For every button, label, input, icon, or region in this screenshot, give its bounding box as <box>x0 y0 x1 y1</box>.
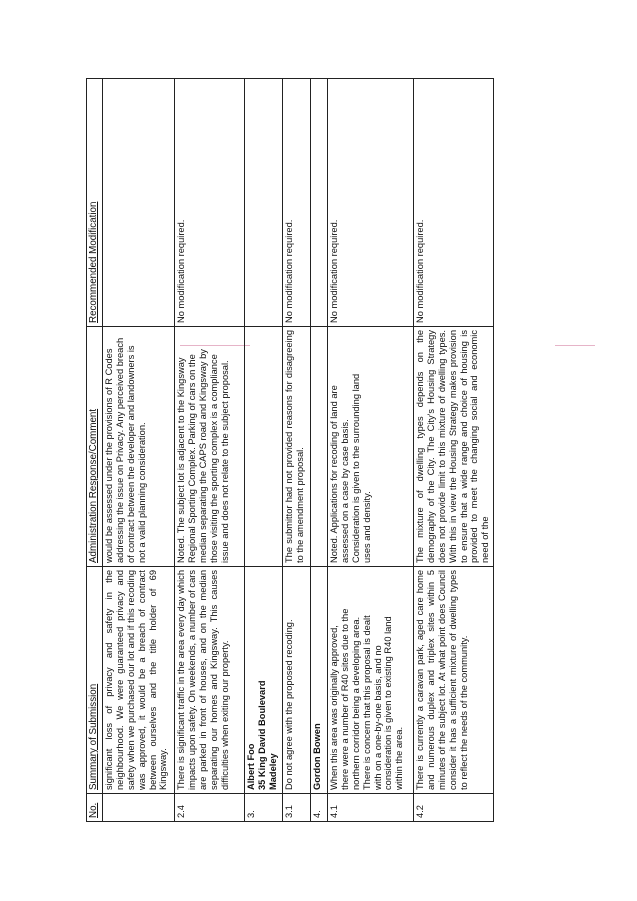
cell-submitter <box>244 567 282 794</box>
cell-modification <box>244 79 282 327</box>
table-row <box>327 79 413 822</box>
cell-response <box>244 327 282 567</box>
cell-modification: No modification required. <box>413 79 493 327</box>
table-row <box>174 79 244 822</box>
header-summary: Summary of Submission <box>87 567 103 794</box>
cell-summary: There is significant traffic in the area every day which impacts upon safety. On weekends, a number of cars are parked in front of houses, and on the median separating our homes and Kingsway. This causes difficulties when exiting our property. <box>174 567 244 794</box>
table-row <box>282 79 310 822</box>
cell-no: 4.2 <box>413 794 493 822</box>
cell-response <box>310 327 327 567</box>
submitter-name: Albert Foo <box>245 743 256 790</box>
cell-response <box>327 327 413 567</box>
table-header-row <box>87 79 103 822</box>
response-line: Consideration is given to the surrounding land <box>350 373 361 563</box>
summary-line: with on a one-by-one basis, and no <box>372 645 383 790</box>
cell-response: The submittor had not provided reasons for disagreeing to the amendment proposal. <box>282 327 310 567</box>
cell-no: 4.1 <box>327 794 413 822</box>
cell-summary <box>327 567 413 794</box>
summary-line: There is concern that this proposal is dealt <box>361 615 372 790</box>
cell-no: 3.1 <box>282 794 310 822</box>
cell-modification: No modification required. <box>327 79 413 327</box>
submitter-suburb: Madeley <box>267 753 278 790</box>
header-no: No. <box>87 794 103 822</box>
cell-submitter <box>310 567 327 794</box>
response-line: Noted. Applications for recoding of land are <box>328 385 339 563</box>
cell-response: would be assessed under the provisions of R Codes addressing the issue on Privacy. Any perceived breach of contract between the developer and landowners is not a valid planning consideration. <box>102 327 174 567</box>
cell-response: Noted. The subject lot is adjacent to the Kingsway Regional Sporting Complex. Parking of cars on the median separating the CAPS road and Kingsway by those visiting the sporting complex is a compliance issue and does not relate to the subject proposal. <box>174 327 244 567</box>
cell-response: The mixture of dwelling types depends on the demography of the City. The City's Housing Strategy does not provide limit to this mixture of dwelling types. With this in view the Housing Strategy makes provision to ensure that a wide range and choice of housing is provided to meet the changing social and economic need of the <box>413 327 493 567</box>
summary-line: consideration is given to existing R40 land <box>383 616 394 790</box>
cell-summary: Do not agree with the proposed recoding. <box>282 567 310 794</box>
scan-mark <box>555 345 595 346</box>
table-row <box>310 79 327 822</box>
table-row <box>244 79 282 822</box>
summary-line: northern corridor being a developing area. <box>350 616 361 790</box>
cell-no <box>102 794 174 822</box>
cell-modification: No modification required. <box>174 79 244 327</box>
cell-modification <box>102 79 174 327</box>
response-line: assessed on a case by case basis. <box>339 419 350 563</box>
summary-line: within the area. <box>394 726 405 790</box>
table-row <box>102 79 174 822</box>
cell-no: 3. <box>244 794 282 822</box>
table-row <box>413 79 493 822</box>
summary-line: there were a number of R40 sites due to the <box>339 608 350 790</box>
cell-summary: There is currently a caravan park, aged care home and numerous duplex and triplex sites within 5 minutes of the subject lot. At what point does Council consider it has a sufficient mixture of dwelling types to reflect the needs of the community. <box>413 567 493 794</box>
summary-line: When this area was originally approved, <box>328 625 339 790</box>
submissions-table <box>86 78 494 822</box>
cell-no: 2.4 <box>174 794 244 822</box>
header-response: Administration Response/Comment <box>87 327 103 567</box>
submitter-name: Gordon Bowen <box>311 723 322 790</box>
response-line: uses and density. <box>361 491 372 563</box>
header-modification: Recommended Modification <box>87 79 103 327</box>
rotated-page <box>86 79 543 822</box>
cell-summary: significant loss of privacy and safety in the neighbourhood. We were guaranteed privacy and safety when we purchased our lot and if this recoding was approved, it would be a breach of contract between ourselves and the title holder of 69 Kingsway. <box>102 567 174 794</box>
cell-modification <box>310 79 327 327</box>
submitter-address: 35 King David Boulevard <box>256 680 267 790</box>
cell-modification: No modification required. <box>282 79 310 327</box>
cell-no: 4. <box>310 794 327 822</box>
